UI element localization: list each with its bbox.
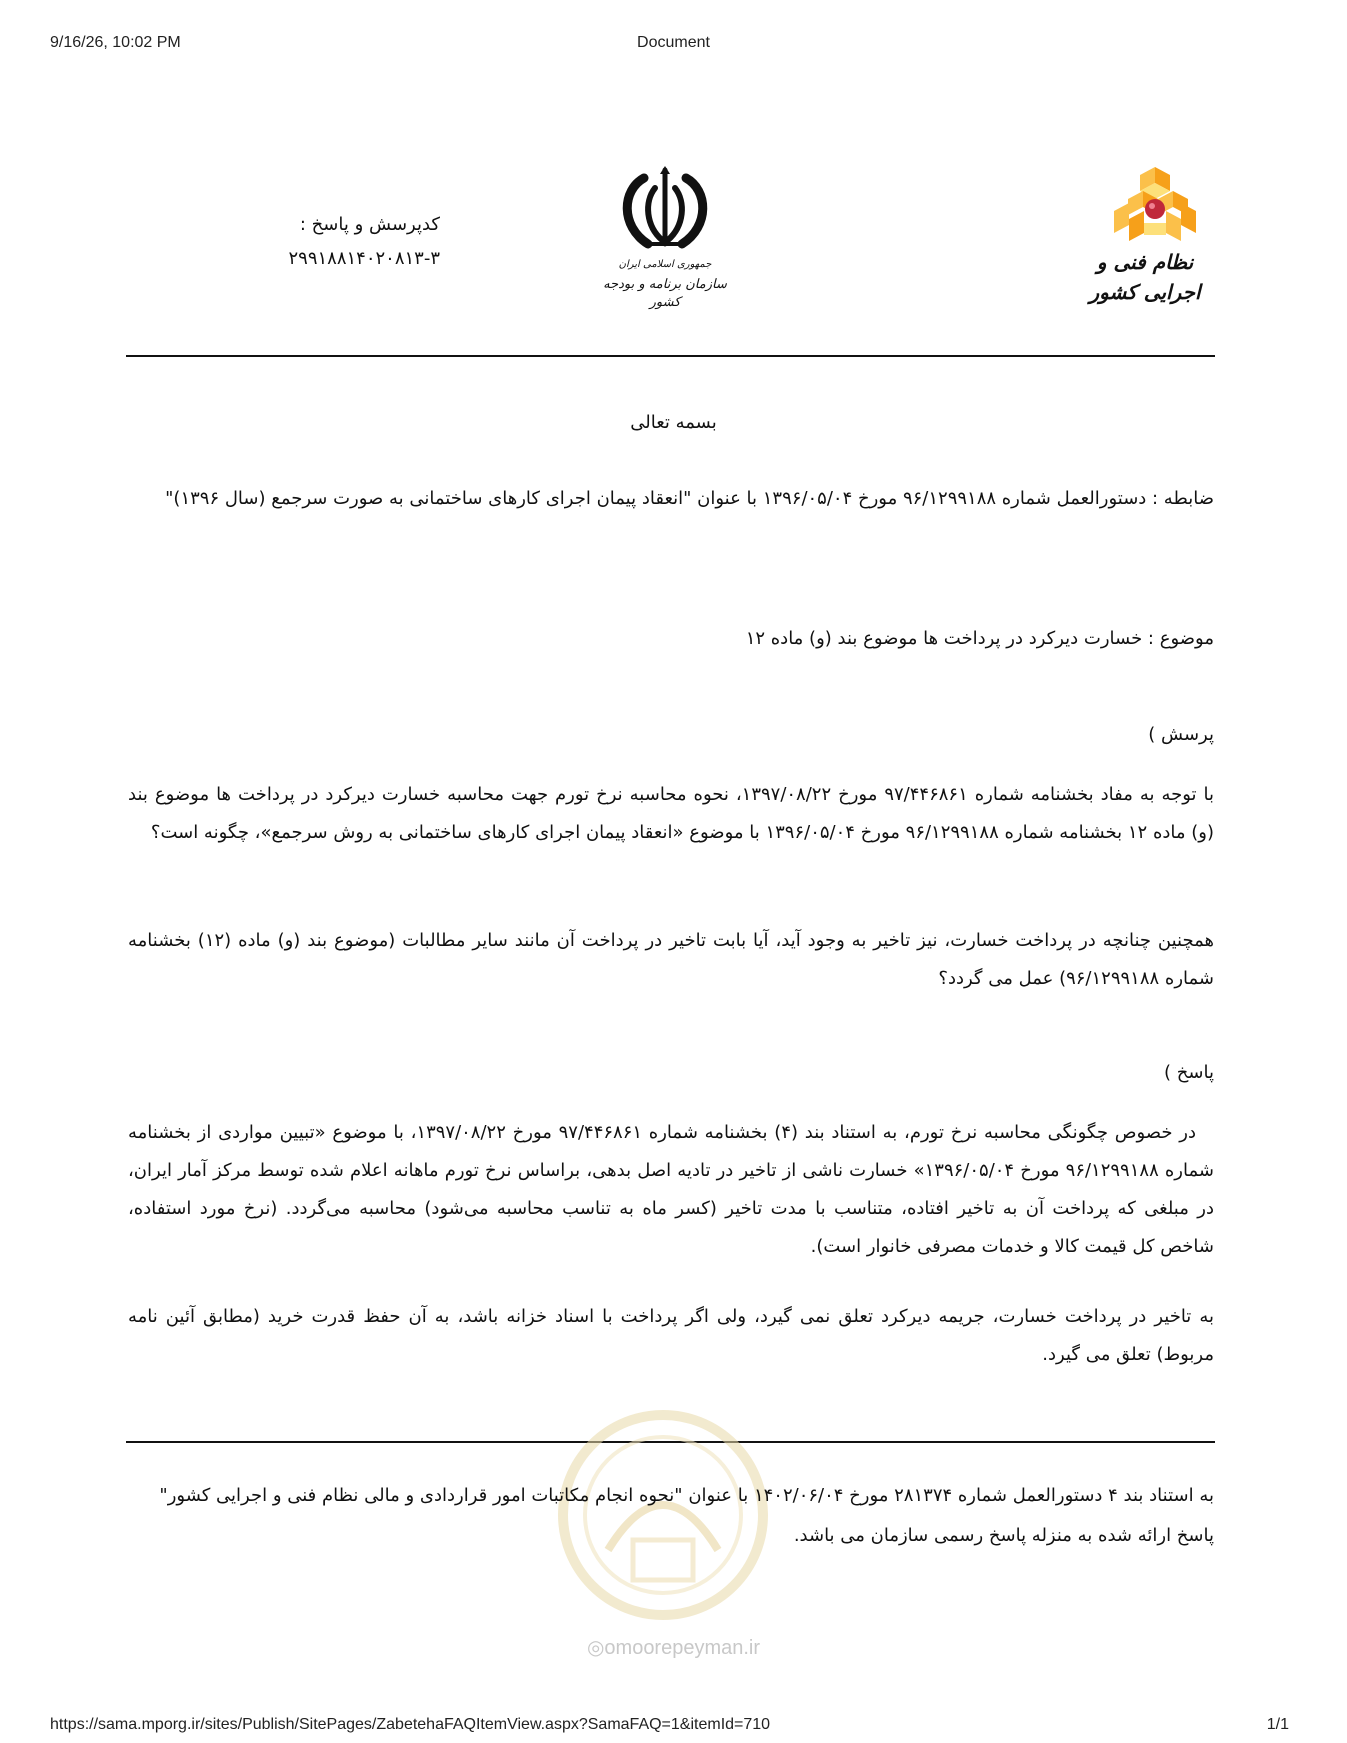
- inquiry-code-block: [240, 208, 440, 276]
- answer-paragraph-1: در خصوص چگونگی محاسبه نرخ تورم، به استناد بند (۴) بخشنامه شماره ۹۷/۴۴۶۸۶۱ مورخ ۱۳۹۷/۰۸/۲۲، با موضوع «تبیین مواردی از بخشنامه شماره ۹۶/۱۲۹۹۱۸۸ مورخ ۱۳۹۶/۰۵/۰۴» خسارت ناشی از تاخیر در تادیه اصل بدهی، براساس نرخ تورم ماهانه اعلام شده توسط مرکز آمار ایران، در مبلغی که پرداخت آن به تاخیر افتاده، متناسب با مدت تاخیر (کسر ماه به تناسب محاسبه می‌شود) محاسبه می‌گردد. (نرخ مورد استفاده، شاخص کل قیمت کالا و خدمات مصرفی خانوار است).: [128, 1122, 1214, 1257]
- regulation-reference: ضابطه : دستورالعمل شماره ۹۶/۱۲۹۹۱۸۸ مورخ ۱۳۹۶/۰۵/۰۴ با عنوان "انعقاد پیمان اجرای کارهای ساختمانی به صورت سرجمع (سال ۱۳۹۶)": [165, 488, 1214, 509]
- technical-system-name: نظام فنی و اجرایی کشور: [1089, 250, 1201, 304]
- basmala-heading: بسمه تعالی: [630, 412, 717, 433]
- globe-icon: ◎: [586, 1637, 605, 1659]
- inquiry-code-label: کدپرسش و پاسخ :: [299, 214, 440, 235]
- watermark-site: ◎omoorepeyman.ir: [586, 1637, 761, 1659]
- cube-logo-icon: [1090, 165, 1220, 245]
- print-document-title: Document: [637, 34, 710, 51]
- question-paragraph-1: با توجه به مفاد بخشنامه شماره ۹۷/۴۴۶۸۶۱ مورخ ۱۳۹۷/۰۸/۲۲، نحوه محاسبه نرخ تورم جهت محاسبه خسارت دیرکرد در پرداخت ها موضوع بند (و) ماده ۱۲ بخشنامه شماره ۹۶/۱۲۹۹۱۸۸ مورخ ۱۳۹۶/۰۵/۰۴ با موضوع «انعقاد پیمان اجرای کارهای ساختمانی به روش سرجمع»، چگونه است؟: [128, 784, 1214, 843]
- technical-system-logo: [1089, 165, 1220, 304]
- print-datetime: 9/16/26, 10:02 PM: [50, 34, 181, 51]
- question-paragraph-2: همچنین چنانچه در پرداخت خسارت، نیز تاخیر به وجود آید، آیا بابت تاخیر در پرداخت آن مانند سایر مطالبات (موضوع بند (و) ماده (۱۲) بخشنامه شماره ۹۶/۱۲۹۹۱۸۸) عمل می گردد؟: [128, 930, 1215, 989]
- answer-label: پاسخ ): [1164, 1062, 1214, 1083]
- header-divider: [126, 355, 1215, 357]
- print-page-number: 1/1: [1266, 1716, 1289, 1733]
- print-url: https://sama.mporg.ir/sites/Publish/SitePages/ZabetehaFAQItemView.aspx?SamaFAQ=1&itemId=710: [50, 1716, 771, 1733]
- org-line-2: سازمان برنامه و بودجه کشور: [603, 277, 727, 310]
- subject-line: موضوع : خسارت دیرکرد در پرداخت ها موضوع بند (و) ماده ۱۲: [745, 628, 1214, 649]
- answer-paragraph-2: به تاخیر در پرداخت خسارت، جریمه دیرکرد تعلق نمی گیرد، ولی اگر پرداخت با اسناد خزانه باشد، به آن حفظ قدرت خرید (مطابق آئین نامه مربوط) تعلق می گیرد.: [128, 1306, 1214, 1365]
- official-response-note: به استناد بند ۴ دستورالعمل شماره ۲۸۱۳۷۴ مورخ ۱۴۰۲/۰۶/۰۴ با عنوان "نحوه انجام مکاتبات امور قراردادی و مالی نظام فنی و اجرایی کشور" پاسخ ارائه شده به منزله پاسخ رسمی سازمان می باشد.: [159, 1485, 1214, 1546]
- national-emblem: [600, 160, 730, 310]
- iran-emblem-icon: [600, 160, 730, 260]
- inquiry-code-value: ۲۹۹۱۸۸۱۴۰۲۰۸۱۳-۳: [288, 248, 440, 269]
- question-label: پرسش ): [1148, 724, 1214, 745]
- org-line-1: جمهوری اسلامی ایران: [618, 259, 712, 270]
